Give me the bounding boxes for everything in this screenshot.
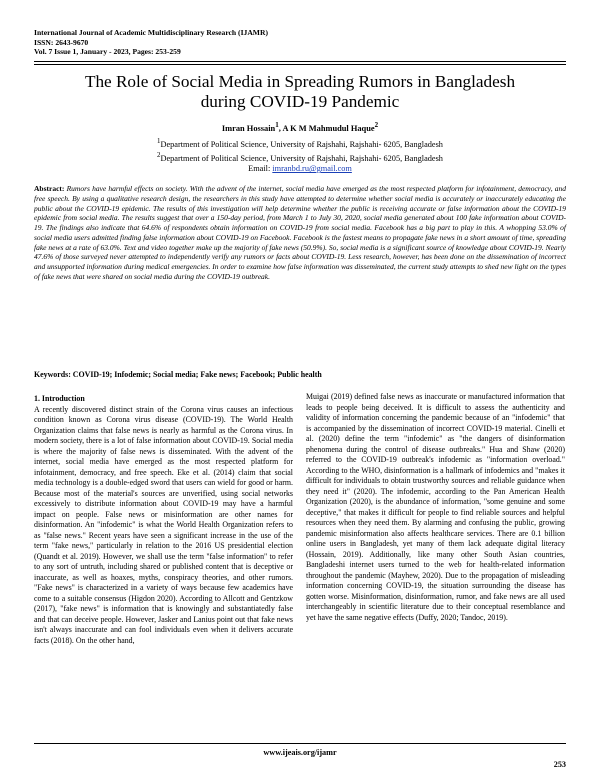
affiliation-1-sup: 1 (157, 138, 161, 145)
abstract (34, 184, 566, 282)
email-label: Email: (248, 164, 273, 174)
affiliation-1 (34, 137, 566, 151)
email-line (34, 164, 566, 175)
right-column-paragraph: Muigai (2019) defined false news as inaccurate or manufactured information that leads to people being deceived. It is difficult to assess the authenticity and validity of information concerning the pandemic because of an "infodemic" that is accompanied by the dissemination of incorrect COVID-19 material. Cinelli et al. (2020) define the term "infodemic" as "the dangers of disinformation phenomena during the control of disease outbreaks." Hua and Shaw (2020) referred to the COVID-19 outbreak's infodemic as "information overload." According to the WHO, disinformation is a hallmark of infodemics and "makes it difficult for individuals to obtain trustworthy sources and reliable guidance when they need it" (2020). The infodemic, according to the Pan American Health Organization (2020), is the abundance of information, "some genuine and some deceptive," that makes it difficult for people to find reliable sources and helpful resources when they need them. By alarming and confusing the public, growing pandemic misinformation also affects healthcare services. There are 0.1 billion online users in Bangladesh, yet many of them lack adequate digital literacy (Hossain, 2019). Additionally, like many other South Asian countries, Bangladeshi internet users turned to the web for health-related information throughout the pandemic (Mayhew, 2020). Due to the propagation of misleading information concerning COVID-19, the situation surrounding the disease has gotten worse. Misinformation, disinformation, rumor, and fake news are all used interchangeably in scientific literature due to their conceptual resemblance and yet have the same negative effects (Duffy, 2020; Tandoc, 2019). (306, 392, 565, 622)
journal-name: International Journal of Academic Multidisciplinary Research (IJAMR) (34, 28, 268, 37)
author-2-sup: 2 (374, 121, 379, 129)
affiliation-2-sup: 2 (157, 151, 161, 159)
email-link[interactable]: imranbd.ru@gmail.com (272, 164, 352, 174)
author-list (34, 120, 566, 134)
author-1-sup: 1 (275, 121, 279, 129)
header-rule-bottom (34, 64, 566, 65)
section-heading-introduction: 1. Introduction (34, 394, 85, 403)
paper-title (34, 72, 566, 112)
journal-volume: Vol. 7 Issue 1, January - 2023, Pages: 253-259 (34, 47, 181, 56)
abstract-label: Abstract: (34, 184, 65, 193)
affiliation-2-text: Department of Political Science, University of Rajshahi, Rajshahi- 6205, Bangladesh (160, 153, 443, 163)
journal-issn: ISSN: 2643-9670 (34, 37, 89, 47)
author-1: Imran Hossain (221, 123, 276, 133)
title-line-1: The Role of Social Media in Spreading Rumors in Bangladesh (84, 72, 516, 91)
footer-url[interactable]: www.ijeais.org/ijamr (263, 748, 337, 757)
footer-rule (34, 743, 566, 744)
right-column (306, 392, 565, 623)
header-rule-top (34, 61, 566, 62)
author-2: A K M Mahmudul Haque (282, 123, 375, 133)
affiliations (34, 137, 566, 175)
title-line-2: during COVID-19 Pandemic (200, 92, 400, 111)
page-number: 253 (553, 760, 566, 769)
abstract-text: Rumors have harmful effects on society. With the advent of the internet, social media have emerged as the most respected platform for infotainment, democracy, and free speech. By using a qualitative research design, the researchers in this study have attempted to determine whether social media is accurately or inaccurately educating the public about the COVID-19 epidemic. The results of this investigation will help determine whether the public is receiving accurate or false information about the COVID-19 epidemic from social media. The results suggest that over a 150-day period, from March 1 to July 30, 2020, social media generated about 100 fake information about COVID-19. The findings also indicate that 64.6% of respondents obtain information on COVID-19 from social media. Facebook has a big part to play in this. A whopping 53.0% of social media users admitted finding false information about COVID-19 on Facebook. Facebook is the fastest means to propagate fake news in a short amount of time, spreading fake news at a rate of 63.0%. Text and video together make up the majority of fake news (50.9%). So, social media is a significant source of knowledge about COVID-19. Nearly 47.6% of those surveyed never attempted to independently verify any rumors or facts about COVID-19. Less research, however, has been done on the dissemination of incorrect and unsupported information during medical emergencies. In order to examine how false information was disseminated, the current study attempts to shed new light on the types of fake news that were shared on social media during the COVID-19 outbreak. (34, 184, 566, 281)
author-separator: , (278, 123, 283, 133)
affiliation-1-text: Department of Political Science, University of Rajshahi, Rajshahi- 6205, Bangladesh (160, 139, 443, 149)
affiliation-2 (34, 151, 566, 165)
left-column (34, 394, 293, 646)
journal-header (34, 28, 434, 57)
keywords: Keywords: COVID-19; Infodemic; Social media; Fake news; Facebook; Public health (34, 370, 322, 379)
left-column-paragraph: A recently discovered distinct strain of the Corona virus causes an infectious condition known as Corona virus disease (COVID-19). The World Health Organization claims that false news is nearly as harmful as the Corona virus. In modern society, there is a lot of false information about COVID-19. Social media is where the majority of false news is disseminated. With the advent of the internet, social media have emerged as the most respected platform for infotainment, democracy, and free speech. Eke et al. (2014) claim that social media technology is a double-edged sword that users can wield for good or harm. Because most of the material's sources are unverified, using social networks excessively to distribute information about COVID-19 may have a harmful impact on people. False news or misinformation are other names for disinformation. An "infodemic" is what the World Health Organization refers to as "false news." Recent years have seen a significant increase in the use of the term "fake news," particularly in relation to the 2016 US presidential election (Quandt et al. 2019). However, we shall use the term "false information" to refer to any sort of untruth, including shared or published content that is deceptive or inaccurate, as well as hoaxes, myths, conspiracy theories, and other rumors. "Fake news" is characterized in a variety of ways because few academics have come to a suitable consensus (Higdon 2020). According to Allcott and Gentzkow (2017), "fake news" is information that is knowingly and substantiatedly false and that can deceive people. However, Jasker and Lanius point out that fake news isn't always inaccurate and can fool individuals even when it delivers accurate facts (2018). On the other hand, (34, 404, 293, 645)
